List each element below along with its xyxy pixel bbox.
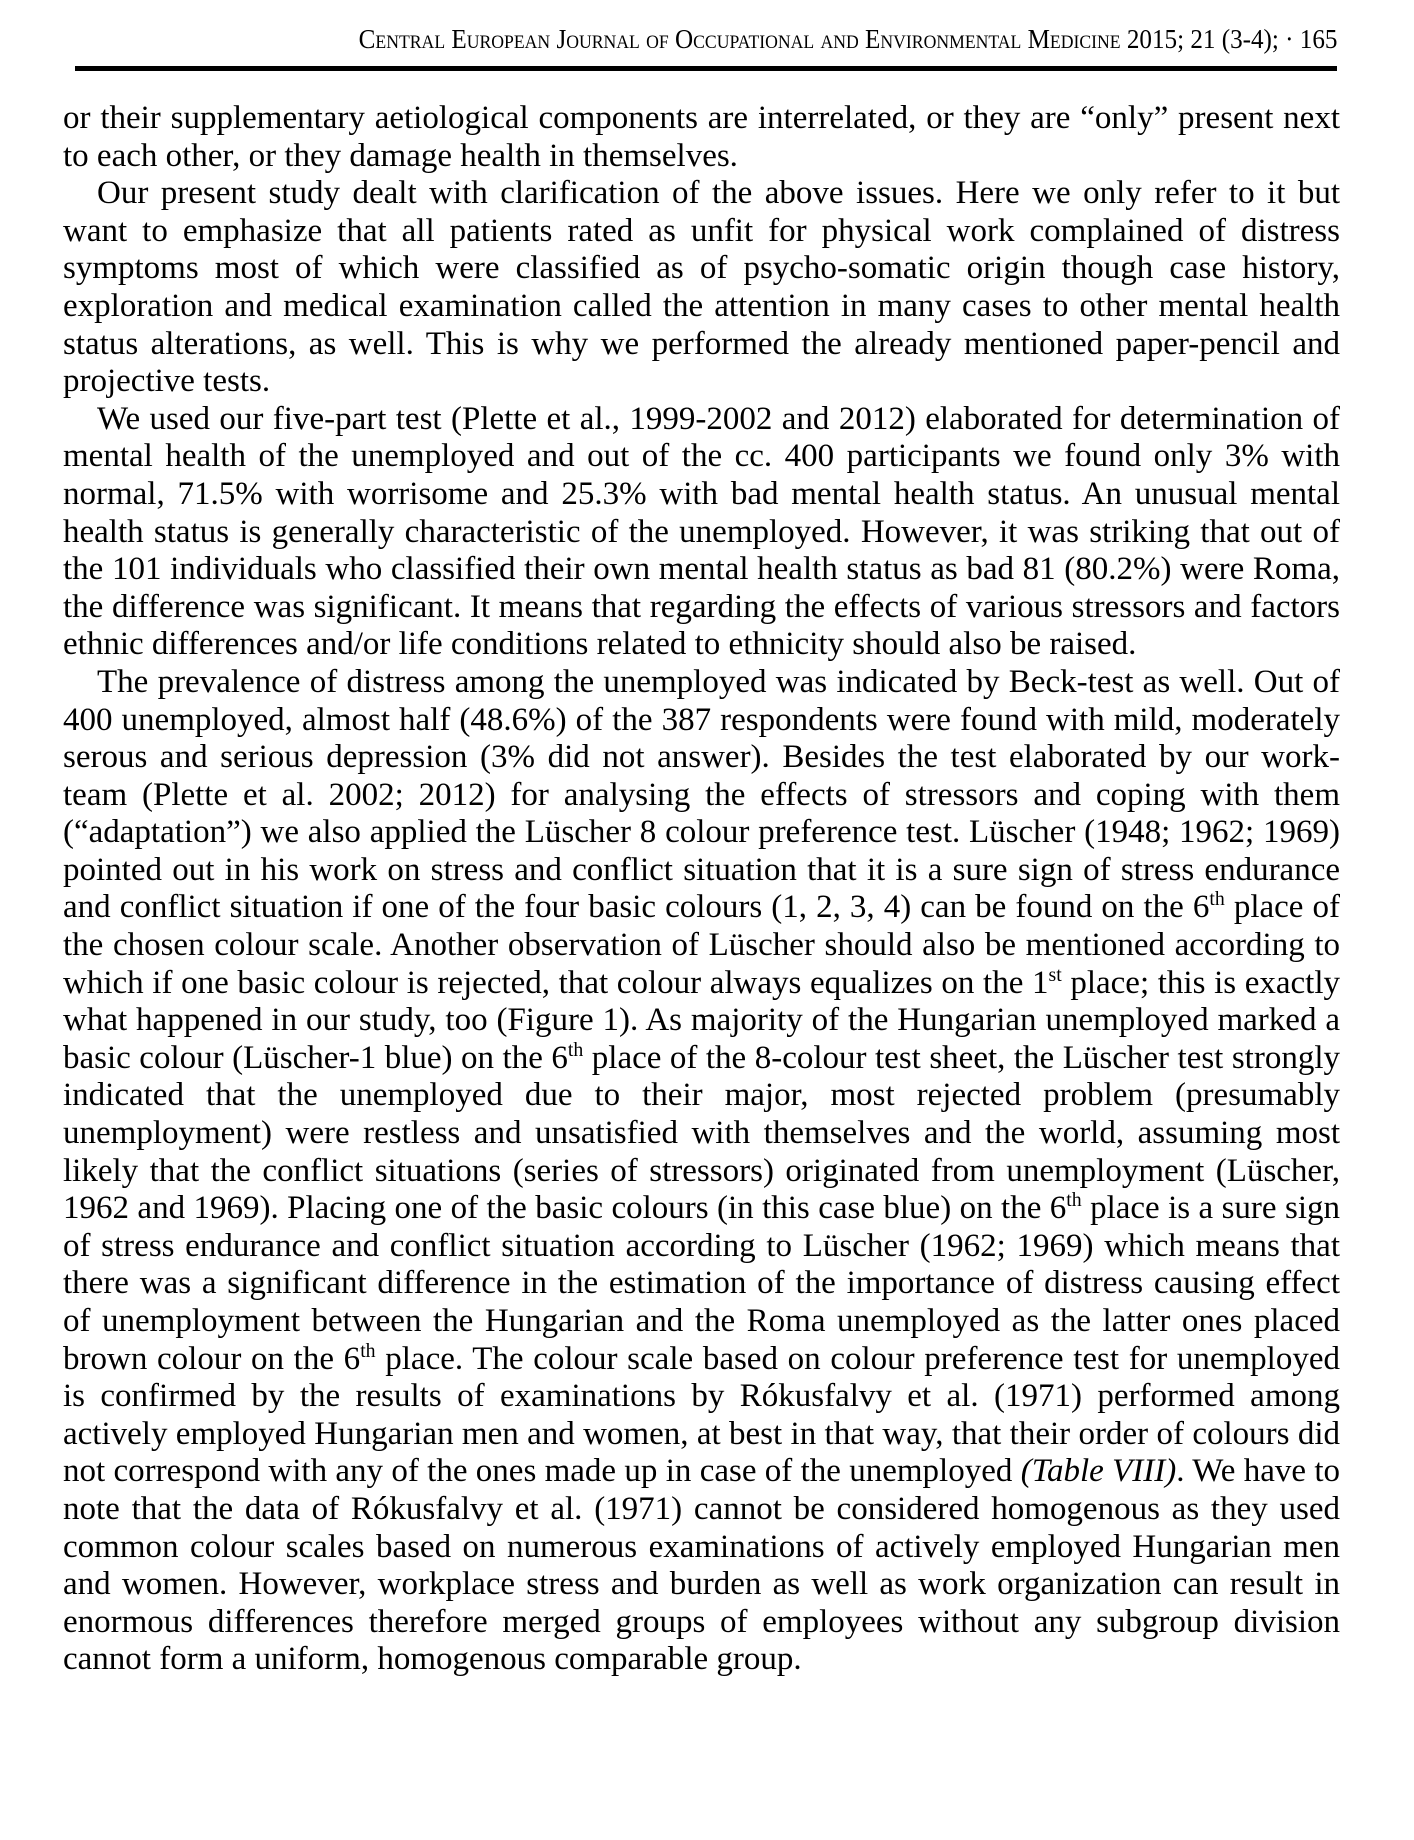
journal-running-header: Central European Journal of Occupational and Environmental Medicine 2015; 21 (3-4); · 165 <box>358 24 1337 54</box>
text-run: place of the chosen colour scale. Another observation of Lüscher should also be mentioned according to which if one basic colour is rejected, that colour always equalizes on the 1 <box>63 889 1340 1001</box>
text-run: place; this is exactly what happened in our study, too (Figure 1). As majority of the Hungarian unemployed marked a basic colour (Lüscher-1 blue) on the 6 <box>63 964 1340 1076</box>
superscript-run: th <box>567 1038 584 1061</box>
superscript-run: st <box>1048 963 1062 986</box>
text-run: Our present study dealt with clarification of the above issues. Here we only refer to it but want to emphasize that all patients rated as unfit for physical work complained of distress symptoms most of which were classified as of psycho-somatic origin though case history, exploration and medical examination called the attention in many cases to other mental health status alterations, as well. This is why we performed the already mentioned paper-pencil and projective tests. <box>63 175 1340 400</box>
italic-run: (Table VIII) <box>1020 1453 1177 1490</box>
superscript-run: th <box>1209 888 1225 911</box>
article-body <box>63 100 1340 1679</box>
text-run: We used our five-part test (Plette et al., 1999-2002 and 2012) elaborated for determination of mental health of the unemployed and out of the cc. 400 participants we found only 3% with normal, 71.5% with worrisome and 25.3% with bad mental health status. An unusual mental health status is generally characteristic of the unemployed. However, it was striking that out of the 101 individuals who classified their own mental health status as bad 81 (80.2%) were Roma, the difference was significant. It means that regarding the effects of various stressors and factors ethnic differences and/or life conditions related to ethnicity should also be raised. <box>63 400 1340 663</box>
superscript-run: th <box>360 1339 376 1362</box>
text-run: place of the 8-colour test sheet, the Lüscher test strongly indicated that the unemployed due to their major, most rejected problem (presumably unemployment) were restless and unsatisfied with themselves and the world, assuming most likely that the conflict situations (series of stressors) originated from unemployment (Lüscher, 1962 and 1969). Placing one of the basic colours (in this case blue) on the 6 <box>63 1039 1340 1227</box>
paragraph <box>63 100 1340 175</box>
text-run: . We have to note that the data of Rókusfalvy et al. (1971) cannot be considered homogenous as they used common colour scales based on numerous examinations of actively employed Hungarian men and women. However, workplace stress and burden as well as work organization can result in enormous differences therefore merged groups of employees without any subgroup division cannot form a uniform, homogenous comparable group. <box>63 1453 1340 1678</box>
text-run: place. The colour scale based on colour preference test for unemployed is confirmed by the results of examinations by Rókusfalvy et al. (1971) performed among actively employed Hungarian men and women, at best in that way, that their order of colours did not correspond with any of the ones made up in case of the unemployed <box>63 1340 1340 1490</box>
text-run: or their supplementary aetiological components are interrelated, or they are “only” present next to each other, or they damage health in themselves. <box>63 100 1340 174</box>
superscript-run: th <box>1066 1189 1082 1212</box>
text-run: place is a sure sign of stress endurance and conflict situation according to Lüscher (1962; 1969) which means that there was a significant difference in the estimation of the importance of distress causing effect of unemployment between the Hungarian and the Roma unemployed as the latter ones placed brown colour on the 6 <box>63 1190 1340 1377</box>
header-rule-divider <box>75 66 1337 71</box>
paragraph <box>63 175 1340 401</box>
text-run: The prevalence of distress among the unemployed was indicated by Beck-test as well. Out of 400 unemployed, almost half (48.6%) of the 387 respondents were found with mild, moderately serous and serious depression (3% did not answer). Besides the test elaborated by our work-team (Plette et al. 2002; 2012) for analysing the effects of stressors and coping with them (“adaptation”) we also applied the Lüscher 8 colour preference test. Lüscher (1948; 1962; 1969) pointed out in his work on stress and conflict situation that it is a sure sign of stress endurance and conflict situation if one of the four basic colours (1, 2, 3, 4) can be found on the 6 <box>63 663 1340 926</box>
paragraph <box>63 664 1340 1679</box>
paragraph <box>63 401 1340 664</box>
